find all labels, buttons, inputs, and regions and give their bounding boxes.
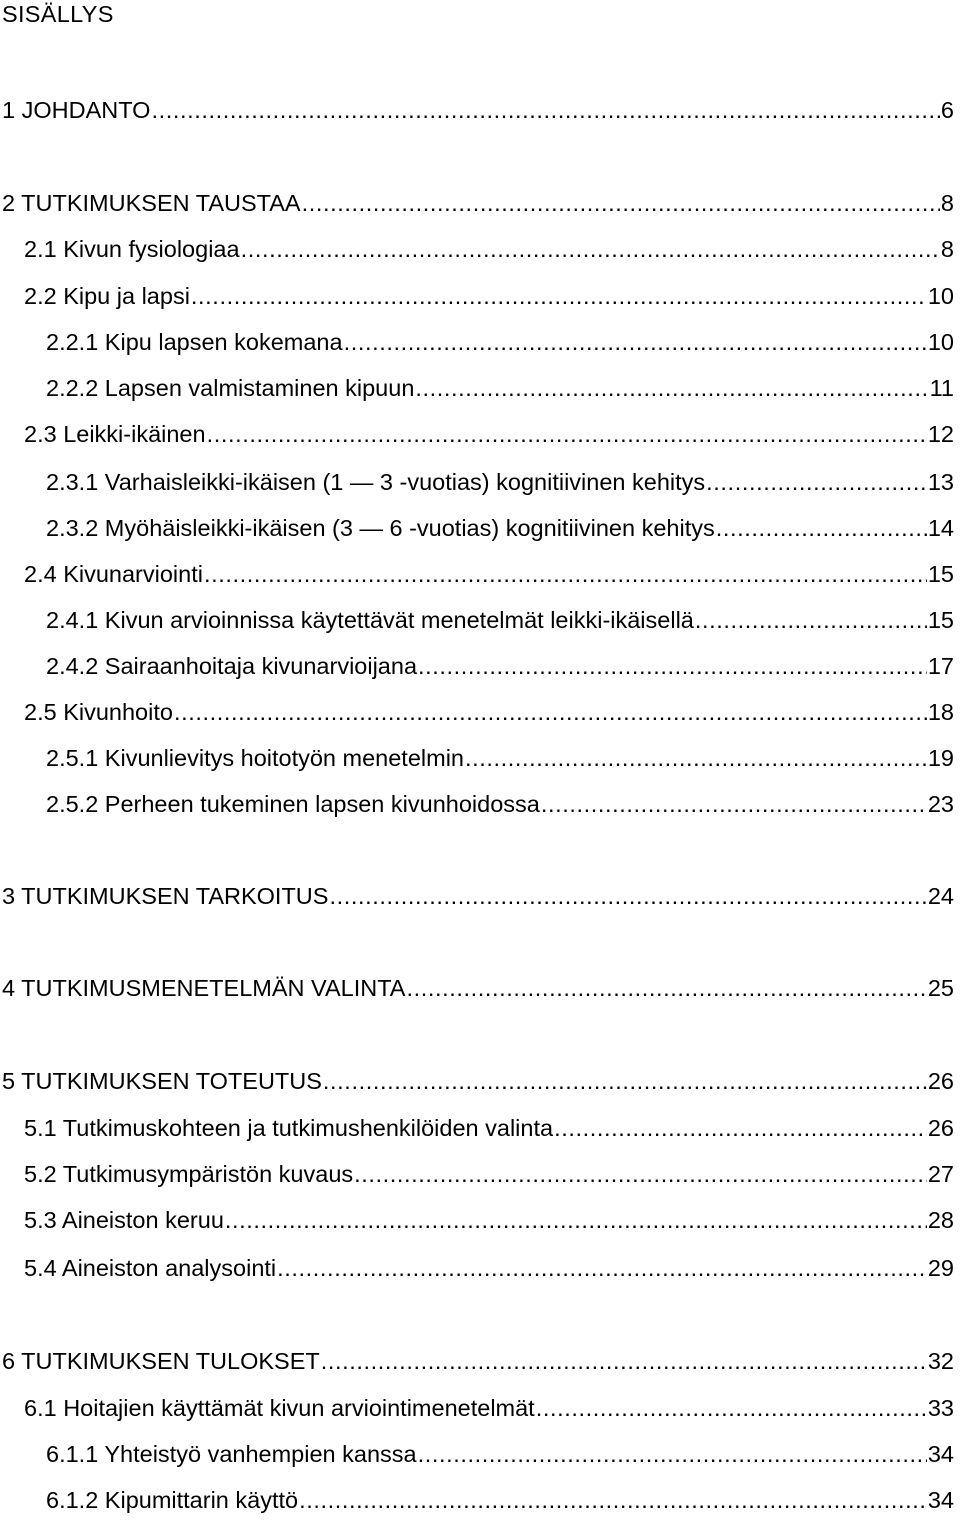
toc-leader-dots [151,99,939,123]
toc-leader-dots [321,1350,927,1374]
toc-entry[interactable] [2,972,954,1000]
toc-entry-title: 4 TUTKIMUSMENETELMÄN VALINTA [2,974,406,1001]
toc-entry-title: 6.1.1 Yhteistyö vanhempien kanssa [46,1440,417,1467]
toc-entry-title: 6.1.2 Kipumittarin käyttö [46,1486,299,1513]
toc-entry-title: 6 TUTKIMUKSEN TULOKSET [2,1347,320,1374]
toc-entry-title: 2.4.1 Kivun arvioinnissa käytettävät menetelmät leikki-ikäisellä [46,606,694,633]
toc-leader-dots [174,701,927,725]
toc-entry-page: 26 [927,1067,954,1094]
toc-entry-page: 17 [927,652,954,679]
toc-entry[interactable] [2,187,954,215]
toc-entry-page: 34 [927,1440,954,1467]
toc-leader-dots [418,1443,927,1467]
toc-entry-page: 14 [927,514,954,541]
toc-entry-page: 19 [927,744,954,771]
toc-entry[interactable] [24,558,954,586]
toc-entry[interactable] [24,233,954,261]
toc-entry-title: 2.4.2 Sairaanhoitaja kivunarvioijana [46,652,418,679]
toc-leader-dots [541,793,927,817]
toc-entry-page: 18 [927,698,954,725]
toc-entry[interactable] [24,280,954,308]
toc-leader-dots [191,285,927,309]
toc-entry-title: 5.4 Aineiston analysointi [24,1254,277,1281]
toc-entry-title: 2.5 Kivunhoito [24,698,173,725]
toc-entry-title: 2 TUTKIMUKSEN TAUSTAA [2,189,301,216]
toc-entry-page: 10 [927,282,954,309]
toc-entry-title: 2.3.1 Varhaisleikki-ikäisen (1 — 3 -vuotias) kognitiivinen kehitys [46,468,706,495]
toc-entry-title: 2.3.2 Myöhäisleikki-ikäisen (3 — 6 -vuotias) kognitiivinen kehitys [46,514,715,541]
toc-leader-dots [323,1070,927,1094]
toc-entry[interactable] [2,1065,954,1093]
toc-entry-page: 29 [927,1254,954,1281]
toc-entry[interactable] [46,1484,954,1512]
toc-entry-title: 3 TUTKIMUKSEN TARKOITUS [2,882,329,909]
toc-leader-dots [554,1117,927,1141]
toc-entry-page: 24 [927,882,954,909]
toc-entry[interactable] [46,742,954,770]
toc-entry[interactable] [46,512,954,540]
toc-entry[interactable] [24,1158,954,1186]
toc-leader-dots [277,1257,927,1281]
toc-entry[interactable] [2,94,954,122]
toc-leader-dots [344,331,927,355]
toc-entry-title: 5 TUTKIMUKSEN TOTEUTUS [2,1067,322,1094]
toc-entry-title: 1 JOHDANTO [2,96,151,123]
toc-leader-dots [406,977,926,1001]
toc-entry-title: 5.3 Aineiston keruu [24,1206,224,1233]
toc-entry-page: 34 [927,1486,954,1513]
toc-leader-dots [536,1397,927,1421]
toc-leader-dots [695,609,927,633]
toc-entry-page: 27 [927,1160,954,1187]
toc-leader-dots [418,655,927,679]
toc-entry[interactable] [2,1345,954,1373]
toc-entry-title: 6.1 Hoitajien käyttämät kivun arviointimenetelmät [24,1394,535,1421]
toc-leader-dots [204,563,927,587]
toc-entry-page: 28 [927,1206,954,1233]
toc-entry[interactable] [24,1392,954,1420]
toc-leader-dots [225,1209,927,1233]
toc-entry-page: 11 [929,374,954,401]
toc-entry[interactable] [46,372,954,400]
toc-entry[interactable] [46,604,954,632]
toc-entry-page: 33 [927,1394,954,1421]
toc-entry-page: 6 [940,96,954,123]
toc-entry-page: 8 [940,189,954,216]
toc-entry-title: 2.2 Kipu ja lapsi [24,282,190,309]
toc-entry-page: 13 [927,468,954,495]
toc-entry-page: 15 [927,560,954,587]
toc-leader-dots [241,238,940,262]
toc-leader-dots [706,471,927,495]
toc-entry[interactable] [24,1252,954,1280]
toc-entry[interactable] [46,788,954,816]
toc-entry[interactable] [24,1112,954,1140]
toc-leader-dots [299,1489,927,1513]
toc-entry-page: 10 [927,328,954,355]
toc-entry[interactable] [46,1438,954,1466]
toc-leader-dots [415,377,928,401]
toc-entry-page: 15 [927,606,954,633]
toc-entry[interactable] [46,326,954,354]
toc-entry-title: 2.3 Leikki-ikäinen [24,420,206,447]
toc-entry[interactable] [2,880,954,908]
toc-heading: SISÄLLYS [2,1,114,27]
toc-entry-page: 25 [927,974,954,1001]
toc-leader-dots [465,747,927,771]
toc-entry[interactable] [24,418,954,446]
toc-leader-dots [302,192,940,216]
toc-leader-dots [716,517,927,541]
toc-entry-title: 2.1 Kivun fysiologiaa [24,235,240,262]
toc-entry-page: 23 [927,790,954,817]
toc-entry-title: 2.5.2 Perheen tukeminen lapsen kivunhoidossa [46,790,540,817]
toc-entry-title: 2.2.1 Kipu lapsen kokemana [46,328,343,355]
toc-entry-title: 2.4 Kivunarviointi [24,560,203,587]
toc-entry[interactable] [46,650,954,678]
toc-entry-title: 2.5.1 Kivunlievitys hoitotyön menetelmin [46,744,464,771]
toc-entry-page: 12 [927,420,954,447]
toc-entry[interactable] [24,1204,954,1232]
toc-entry-page: 26 [927,1114,954,1141]
toc-leader-dots [354,1163,927,1187]
toc-entry[interactable] [46,466,954,494]
toc-entry-title: 5.1 Tutkimuskohteen ja tutkimushenkilöiden valinta [24,1114,554,1141]
toc-entry-page: 32 [927,1347,954,1374]
toc-leader-dots [207,423,927,447]
toc-entry[interactable] [24,696,954,724]
toc-entry-title: 5.2 Tutkimusympäristön kuvaus [24,1160,354,1187]
toc-entry-title: 2.2.2 Lapsen valmistaminen kipuun [46,374,415,401]
toc-leader-dots [329,885,926,909]
toc-entry-page: 8 [940,235,954,262]
